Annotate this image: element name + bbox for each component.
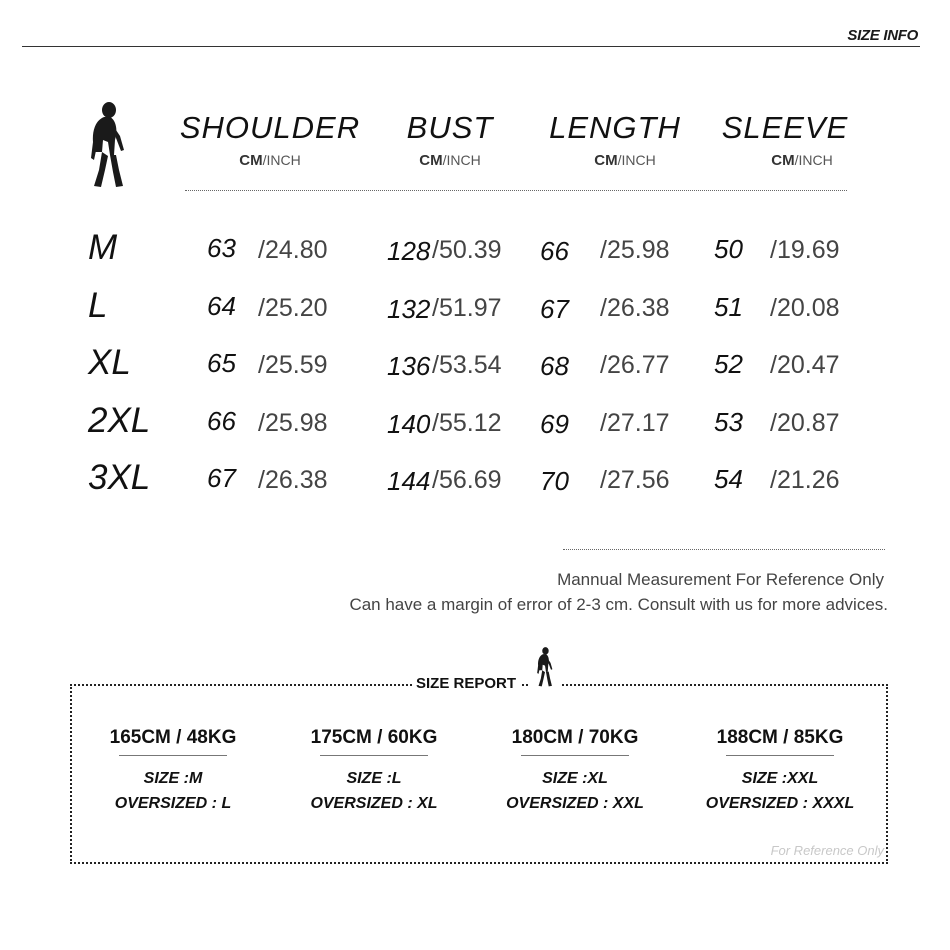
oversized-size: OVERSIZED : XXXL (705, 795, 855, 812)
cm-value: 69 (540, 409, 569, 439)
size-label: 3XL (88, 458, 151, 497)
entry-divider (320, 755, 428, 756)
cm-value: 63 (207, 233, 236, 263)
height-weight: 165CM / 48KG (109, 727, 237, 748)
inch-value: /27.17 (600, 409, 670, 437)
inch-value: /50.39 (432, 236, 502, 264)
cm-value: 132 (387, 294, 431, 324)
table-row (0, 343, 950, 400)
height-weight: 188CM / 85KG (716, 727, 844, 748)
oversized-size: OVERSIZED : XL (310, 795, 438, 812)
cm-value: 67 (207, 463, 236, 493)
inch-value: /51.97 (432, 294, 502, 322)
inch-value: /24.80 (258, 236, 328, 264)
header-divider (22, 46, 920, 47)
inch-value: /20.08 (770, 294, 840, 322)
inch-value: /26.38 (258, 466, 328, 494)
header-dotted-divider (185, 190, 847, 191)
inch-value: /27.56 (600, 466, 670, 494)
unit-label-sleeve: CM/INCH (771, 152, 833, 169)
unit-label-length: CM/INCH (594, 152, 656, 169)
margin-note: Can have a margin of error of 2-3 cm. Consult with us for more advices. (349, 595, 888, 614)
inch-value: /25.59 (258, 351, 328, 379)
unit-label-shoulder: CM/INCH (239, 152, 301, 169)
recommended-size: SIZE :M (143, 770, 203, 787)
oversized-size: OVERSIZED : L (114, 795, 232, 812)
column-header-bust: BUST (406, 110, 494, 145)
cm-value: 140 (387, 409, 431, 439)
table-row (0, 458, 950, 515)
cm-value: 54 (714, 464, 743, 494)
person-silhouette-icon (82, 100, 134, 190)
inch-value: /19.69 (770, 236, 840, 264)
inch-value: /20.87 (770, 409, 840, 437)
cm-value: 144 (387, 466, 431, 496)
cm-value: 67 (540, 294, 569, 324)
size-label: 2XL (88, 401, 151, 440)
recommended-size: SIZE :XL (542, 770, 608, 787)
report-entry (475, 727, 675, 816)
entry-divider (119, 755, 227, 756)
height-weight: 175CM / 60KG (310, 727, 438, 748)
inch-value: /56.69 (432, 466, 502, 494)
cm-value: 68 (540, 351, 569, 381)
column-header-shoulder: SHOULDER (179, 110, 361, 145)
entry-divider (521, 755, 629, 756)
page-title: SIZE INFO (847, 27, 918, 44)
cm-value: 52 (714, 349, 743, 379)
size-label: L (88, 286, 108, 325)
inch-value: /25.98 (600, 236, 670, 264)
column-header-length: LENGTH (549, 110, 681, 145)
column-header-sleeve: SLEEVE (721, 110, 849, 145)
inch-value: /25.20 (258, 294, 328, 322)
inch-value: /26.77 (600, 351, 670, 379)
cm-value: 128 (387, 236, 431, 266)
height-weight: 180CM / 70KG (511, 727, 639, 748)
inch-value: /20.47 (770, 351, 840, 379)
size-label: M (88, 228, 118, 267)
cm-value: 66 (540, 236, 569, 266)
report-entry (73, 727, 273, 816)
size-report-title: SIZE REPORT (412, 675, 520, 692)
cm-value: 66 (207, 406, 236, 436)
cm-value: 51 (714, 292, 743, 322)
cm-value: 64 (207, 291, 236, 321)
inch-value: /26.38 (600, 294, 670, 322)
size-report-heading (412, 675, 520, 693)
entry-divider (726, 755, 834, 756)
size-label: XL (88, 343, 131, 382)
measurement-note: Mannual Measurement For Reference Only (557, 570, 884, 589)
unit-label-bust: CM/INCH (419, 152, 481, 169)
inch-value: /25.98 (258, 409, 328, 437)
table-row (0, 286, 950, 343)
inch-value: /21.26 (770, 466, 840, 494)
report-entry (274, 727, 474, 816)
recommended-size: SIZE :XXL (741, 770, 819, 787)
cm-value: 136 (387, 351, 431, 381)
oversized-size: OVERSIZED : XXL (506, 795, 644, 812)
table-row (0, 401, 950, 458)
inch-value: /53.54 (432, 351, 502, 379)
cm-value: 65 (207, 348, 236, 378)
person-silhouette-icon (529, 644, 561, 690)
inch-value: /55.12 (432, 409, 502, 437)
notes-dotted-divider (563, 549, 885, 550)
report-entry (680, 727, 880, 816)
reference-note: For Reference Only (770, 843, 884, 858)
cm-value: 53 (714, 407, 743, 437)
cm-value: 70 (540, 466, 569, 496)
cm-value: 50 (714, 234, 743, 264)
table-row (0, 228, 950, 285)
recommended-size: SIZE :L (346, 770, 402, 787)
